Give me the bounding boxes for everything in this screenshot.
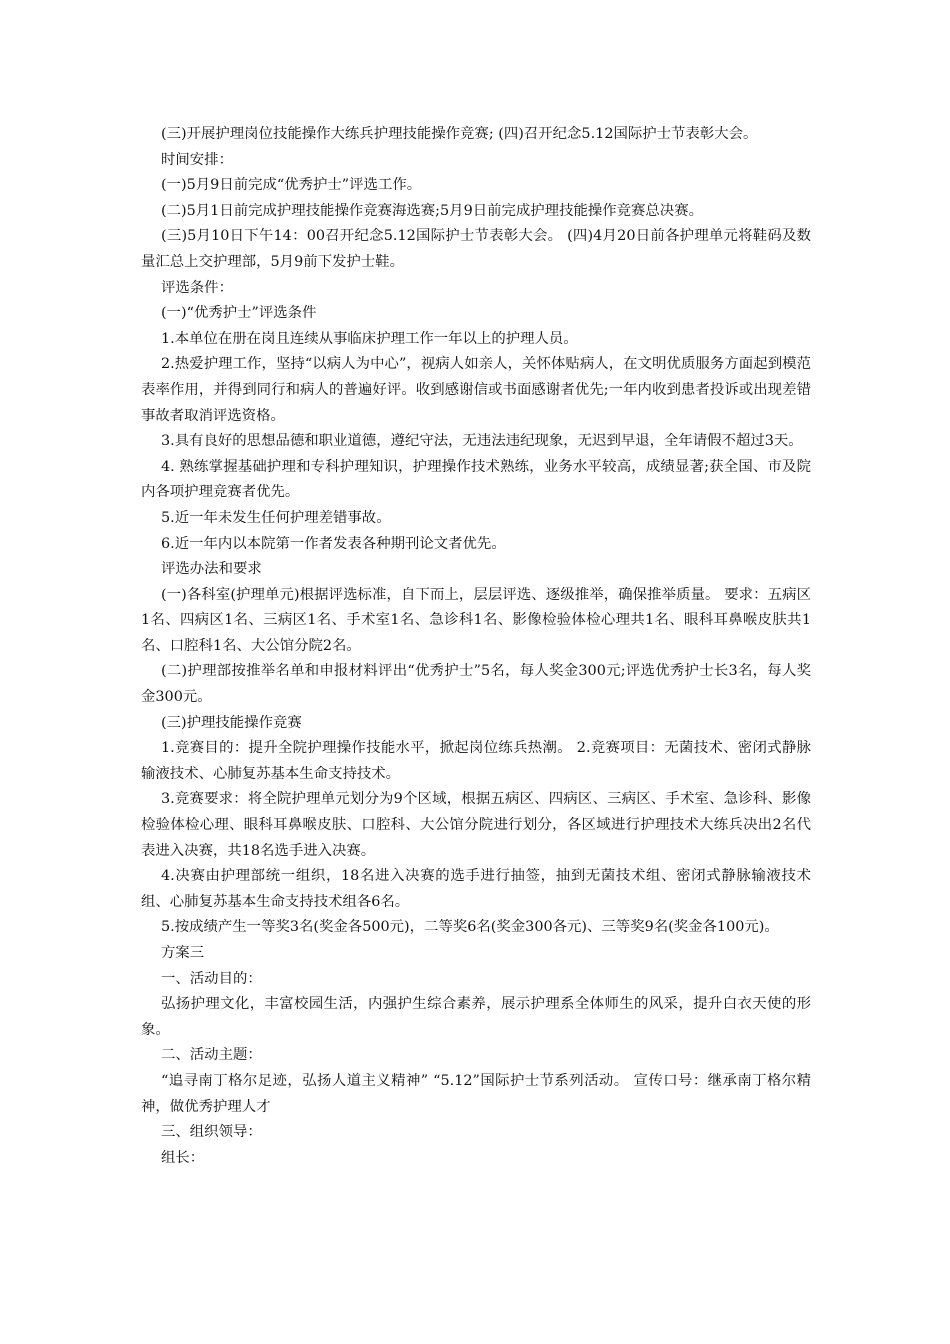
paragraph: (二)5月1日前完成护理技能操作竞赛海选赛;5月9日前完成护理技能操作竞赛总决赛。 xyxy=(161,202,703,219)
section-heading: 二、活动主题： xyxy=(161,1047,262,1064)
paragraph: 1.竞赛目的：提升全院护理操作技能水平，掀起岗位练兵热潮。 2.竞赛项目：无菌技术、密闭式静脉输液技术、心肺复苏基本生命支持技术。 xyxy=(141,740,811,782)
paragraph: 组长： xyxy=(161,1149,205,1166)
section-label-methods: 评选办法和要求 xyxy=(161,561,262,578)
section-heading: 三、组织领导： xyxy=(161,1124,262,1141)
paragraph: 5.近一年未发生任何护理差错事故。 xyxy=(161,509,391,526)
paragraph: 3.具有良好的思想品德和职业道德，遵纪守法，无违法违纪现象，无迟到早退，全年请假不超过3天。 xyxy=(161,433,803,450)
paragraph: 1.本单位在册在岗且连续从事临床护理工作一年以上的护理人员。 xyxy=(161,330,578,347)
paragraph: 5.按成绩产生一等奖3名(奖金各500元)，二等奖6名(奖金300各元)、三等奖9名(奖金各100元)。 xyxy=(161,919,779,936)
paragraph: (一)“优秀护士”评选条件 xyxy=(161,305,317,322)
paragraph: 弘扬护理文化，丰富校园生活，内强护生综合素养，展示护理系全体师生的风采，提升白衣天使的形象。 xyxy=(141,996,811,1038)
paragraph: 2.热爱护理工作，坚持“以病人为中心”，视病人如亲人，关怀体贴病人，在文明优质服务方面起到模范表率作用，并得到同行和病人的普遍好评。收到感谢信或书面感谢者优先;一年内收到患者投诉或出现差错事故者取消评选资格。 xyxy=(141,356,811,424)
document-body xyxy=(141,122,811,1171)
paragraph: 6.近一年内以本院第一作者发表各种期刊论文者优先。 xyxy=(161,535,506,552)
section-label-schedule: 时间安排： xyxy=(161,151,233,168)
paragraph: (三)5月10日下午14：00召开纪念5.12国际护士节表彰大会。 (四)4月20日前各护理单元将鞋码及数量汇总上交护理部，5月9前下发护士鞋。 xyxy=(141,228,811,270)
paragraph: “追寻南丁格尔足迹，弘扬人道主义精神” “5.12”国际护士节系列活动。 宣传口号：继承南丁格尔精神，做优秀护理人才 xyxy=(141,1072,811,1115)
section-heading: 一、活动目的： xyxy=(161,970,262,987)
paragraph: 3.竞赛要求：将全院护理单元划分为9个区域，根据五病区、四病区、三病区、手术室、急诊科、影像检验体检心理、眼科耳鼻喉皮肤、口腔科、大公馆分院进行划分，各区域进行护理技术大练兵决出2名代表进入决赛，共18名选手进入决赛。 xyxy=(141,791,811,859)
paragraph: (一)5月9日前完成“优秀护士”评选工作。 xyxy=(161,177,422,194)
paragraph: (三)开展护理岗位技能操作大练兵护理技能操作竞赛; (四)召开纪念5.12国际护士节表彰大会。 xyxy=(161,126,758,142)
paragraph: 4. 熟练掌握基础护理和专科护理知识，护理操作技术熟练，业务水平较高，成绩显著;获全国、市及院内各项护理竞赛者优先。 xyxy=(141,458,811,501)
paragraph: (二)护理部按推举名单和申报材料评出“优秀护士”5名，每人奖金300元;评选优秀护士长3名，每人奖金300元。 xyxy=(141,663,811,706)
paragraph: 4.决赛由护理部统一组织，18名进入决赛的选手进行抽签，抽到无菌技术组、密闭式静脉输液技术组、心肺复苏基本生命支持技术组各6名。 xyxy=(141,868,811,910)
section-heading-plan-three: 方案三 xyxy=(161,945,205,961)
section-label-criteria: 评选条件： xyxy=(161,279,233,296)
paragraph: (三)护理技能操作竞赛 xyxy=(161,714,302,731)
paragraph: (一)各科室(护理单元)根据评选标准，自下而上，层层评选、逐级推举，确保推举质量。 要求：五病区1名、四病区1名、三病区1名、手术室1名、急诊科1名、影像检验体检心理共1名、眼科耳鼻喉皮肤共1名、口腔科1名、大公馆分院2名。 xyxy=(141,586,811,654)
